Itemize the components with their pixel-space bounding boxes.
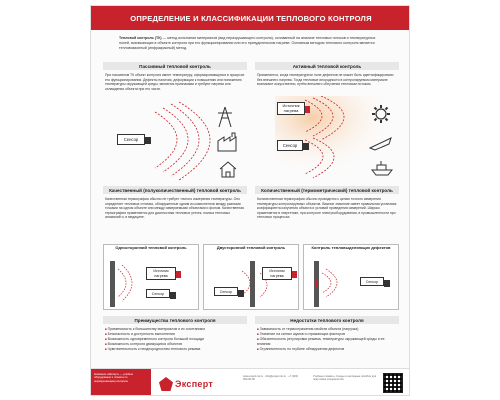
list-item: ■ Обязательность регулировки режима, температуры окружающей среды и ее влияния (257, 337, 397, 347)
qualitative-text: Качественная термография обычно не требует точного измерения температуры. Оно определяет тепловые отличия, обнаруженные одним из компонентов между разными точками на одном объекте или между измеряемыми объектами и фоном. Качественная термография применяется для диагностики тепловых утечек, поиска тепловых аномалий и, в медицине. (105, 197, 244, 220)
two-sided-sensor-label: Сенсор (219, 289, 233, 294)
list-item: ■ Ограниченность по глубине обнаружения дефектов (257, 347, 397, 352)
advantages-list (105, 327, 245, 352)
intro-text (119, 36, 383, 51)
brand-logo: Эксперт (175, 379, 214, 389)
footer (91, 368, 410, 396)
page-title: ОПРЕДЕЛЕНИЕ И КЛАССИФИКАЦИИ ТЕПЛОВОГО КОНТРОЛЯ (91, 6, 410, 30)
passive-header (103, 62, 247, 70)
factory-icon (217, 132, 239, 152)
one-sided-sensor-label: Сенсор (151, 291, 165, 296)
active-sensor-label: Сенсор (282, 143, 298, 148)
advantages-header (103, 316, 247, 324)
defect-title: Контроль тепловыделяющих дефектов (311, 245, 391, 250)
one-sided-sensor (146, 289, 170, 298)
advantages-header-label: Преимущества теплового контроля (134, 317, 216, 323)
house-icon (218, 160, 238, 178)
list-item: ■ Зависимость от термоотражения свойств объекта (нагрузка) (257, 327, 397, 332)
logo-icon (159, 377, 173, 391)
list-item: ■ Возможность одновременного контроля большой площади (105, 337, 245, 342)
footer-left-text: Компания «Эксперт» — учебное оборудование и плакаты по неразрушающему контролю (94, 373, 134, 383)
defect-box (303, 244, 399, 310)
quantitative-header (255, 186, 399, 194)
defect-sensor-label: Сенсор (365, 279, 379, 284)
one-sided-title: Односторонний тепловой контроль (115, 245, 187, 250)
passive-diagram (103, 102, 247, 182)
two-sided-sensor (214, 287, 238, 296)
qualitative-header-label: Качественный (полуколичественный) тепловой контроль (109, 187, 241, 193)
intro-term: Тепловой контроль (ТК) (119, 36, 162, 40)
intro-body: — метод испытания материалов (вид неразрушающего контроля), основанный на анализе тепловых потоков и температурных полей, возникающих в объекте контроля при его функционировании или его принудительном нагреве. Основным методом теплового контроля является тепловизионный (инфракрасный) метод. (119, 36, 376, 50)
footer-red-band (91, 369, 151, 396)
disadvantages-header (255, 316, 399, 324)
disadvantages-header-label: Недостатки теплового контроля (290, 317, 364, 323)
defect-sensor (360, 277, 384, 286)
power-tower-icon (215, 106, 235, 128)
active-source-label: Источник нагрева (282, 103, 300, 113)
two-sided-source-label: Источник нагрева (269, 269, 285, 278)
list-item: ■ Чувствительность к неоднородностям теплового режима (105, 347, 245, 352)
quantitative-header-label: Количественный (термометрический) тепловой контроль (261, 187, 393, 193)
list-item: ■ Возможность контроля движущихся объектов (105, 342, 245, 347)
active-heat-source (277, 102, 305, 115)
qualitative-header (103, 186, 247, 194)
disadvantages-list (257, 327, 397, 352)
quantitative-text: Количественная термография обычно проводится с целью точного измерения температуры контролируемых объектов. Важное значение имеет правильная установка коэффициента излучения объекта и условий проведения измерений. Широко применяется в энергетике, при контроле электрооборудования, в промышленности при тепловых процессах. (257, 197, 397, 220)
active-header-label: Активный тепловой контроль (292, 63, 362, 69)
aircraft-wing-icon (369, 136, 393, 152)
qr-code-icon (383, 373, 403, 393)
passive-text: При пассивном ТК объект контроля имеет температуру, сформировавшуюся в процессе его функционирования. Дефекты наличия, деформации к повышению или понижению температуры окружающей среды, являются признаками и требуют нагрева или охлаждения объекта при его части. (105, 73, 245, 91)
two-sided-box (203, 244, 299, 310)
one-sided-source (146, 267, 176, 280)
ship-icon (371, 160, 393, 176)
two-sided-title: Двусторонний тепловой контроль (216, 245, 286, 250)
list-item: ■ Применимость к большинству материалов и их сочетаниям (105, 327, 245, 332)
passive-sensor-label: Сенсор (123, 137, 139, 142)
active-diagram (255, 96, 399, 182)
passive-header-label: Пассивный тепловой контроль (139, 63, 211, 69)
active-sensor (277, 140, 303, 151)
footer-right-text: Учебные плакаты, стенды и наглядные пособия для подготовки специалистов (313, 375, 377, 382)
one-sided-box (103, 244, 199, 310)
list-item: ■ Безопасность и доступность выполнения (105, 332, 245, 337)
active-text: Применяется, когда температурное поле дефектов не может быть идентифицировано без внешнего нагрева. Тогда тепловые инородности в контролируемом материале возникают искусственно, путём внешнего облучения тепловым потоком. (257, 73, 394, 87)
gear-icon (371, 104, 391, 124)
list-item: ■ Значение на сигнал шумов и отражающих факторов (257, 332, 397, 337)
one-sided-source-label: Источник нагрева (153, 269, 169, 278)
active-header (255, 62, 399, 70)
footer-contacts: www.expert-nk.ru · info@expert-nk.ru · +7 (000) 000-00-00 (243, 375, 299, 382)
poster (90, 5, 410, 396)
two-sided-source (262, 267, 292, 280)
